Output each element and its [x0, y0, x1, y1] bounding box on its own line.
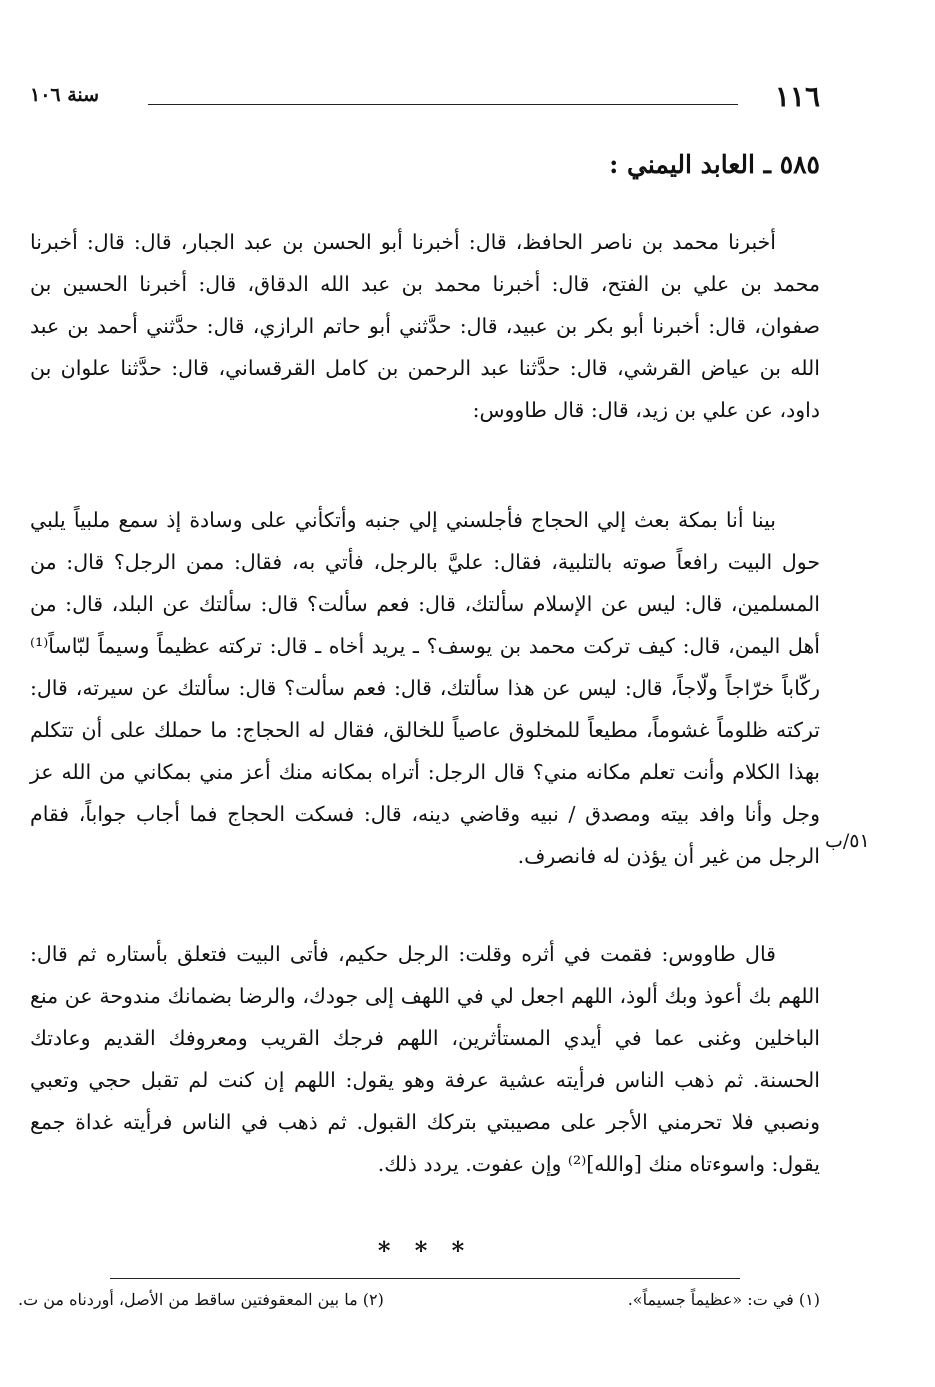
book-page	[18, 0, 820, 1387]
page-number: ١١٦	[774, 80, 820, 113]
margin-folio-note: ٥١/ب	[825, 830, 870, 852]
story-paragraph: بينا أنا بمكة بعث إلي الحجاج فأجلسني إلي جنبه وأتكأني على وسادة إذ سمع ملبياً يلبي حول البيت رافعاً صوته بالتلبية، فقال: عليَّ بالرجل، فأتي به، فقال: ممن الرجل؟ قال: من المسلمين، قال: ليس عن الإسلام سألتك، قال: فعم سألت؟ قال: سألتك عن البلد، قال: من أهل اليمن، قال: كيف تركت محمد بن يوسف؟ ـ يريد أخاه ـ قال: تركته عظيماً وسيماً لبّاساً⁽¹⁾ ركّاباً خرّاجاً ولّاجاً، قال: ليس عن هذا سألتك، قال: فعم سألت؟ قال: سألتك عن سيرته، قال: تركته ظلوماً غشوماً، مطيعاً للمخلوق عاصياً للخالق، فقال له الحجاج: ما حملك على أن تتكلم بهذا الكلام وأنت تعلم مكانه مني؟ قال الرجل: أتراه بمكانه منك أعز مني بمكاني من الله عز وجل وأنا وافد بيته ومصدق / نبيه وقاضي دينه، قال: فسكت الحجاج فما أجاب جواباً، فقام الرجل من غير أن يؤذن له فانصرف.	[30, 507, 820, 868]
entry-title: ٥٨٥ ـ العابد اليمني :	[609, 150, 820, 179]
header-rule	[148, 104, 738, 105]
isnad-paragraph: أخبرنا محمد بن ناصر الحافظ، قال: أخبرنا أبو الحسن بن عبد الجبار، قال: قال: أخبرنا محمد بن علي بن الفتح، قال: أخبرنا محمد بن عبد الله الدقاق، قال: أخبرنا الحسين بن صفوان، قال: أخبرنا أبو بكر بن عبيد، قال: حدَّثني أبو حاتم الرازي، قال: حدَّثني أحمد بن عبد الله بن عياض القرشي، قال: حدَّثنا عبد الرحمن بن كامل القرقساني، قال: حدَّثنا علوان بن داود، عن علي بن زيد، قال: قال طاووس:	[30, 229, 820, 422]
footnote-2: (٢) ما بين المعقوفتين ساقط من الأصل، أوردناه من ت.	[18, 1290, 384, 1309]
footnote-1: (١) في ت: «عظيماً جسيماً».	[627, 1290, 820, 1309]
page-header	[30, 80, 820, 120]
footnote-rule	[110, 1278, 740, 1279]
section-separator: * * *	[377, 1236, 473, 1265]
prayer-paragraph: قال طاووس: فقمت في أثره وقلت: الرجل حكيم، فأتى البيت فتعلق بأستاره ثم قال: اللهم بك أعوذ وبك ألوذ، اللهم اجعل لي في اللهف إلى جودك، والرضا بضمانك مندوحة عن منع الباخلين وغنى عما في أيدي المستأثرين، اللهم فرجك القريب ومعروفك القديم وعادتك الحسنة. ثم ذهب الناس فرأيته عشية عرفة وهو يقول: اللهم إن كنت لم تقبل حجي وتعبي ونصبي فلا تحرمني الأجر على مصيبتي بتركك القبول. ثم ذهب في الناس فرأيته غداة جمع يقول: واسوءتاه منك [والله]⁽²⁾ وإن عفوت. يردد ذلك.	[30, 941, 820, 1176]
running-head: سنة ١٠٦	[30, 84, 100, 106]
